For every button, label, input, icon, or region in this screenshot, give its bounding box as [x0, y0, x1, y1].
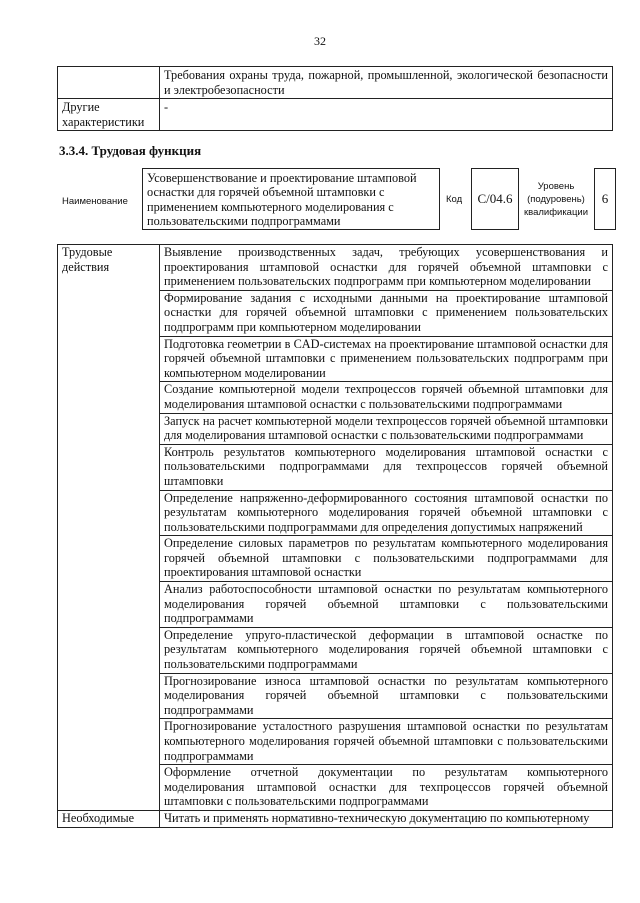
action-item: Контроль результатов компьютерного моделирования штамповой оснастки с пользовательскими подпрограммами для техпроцессов горячей объемной штамповки	[160, 444, 613, 490]
action-item: Формирование задания с исходными данными на проектирование штамповой оснастки для горячей объемной штамповки с применением пользовательских подпрограмм при компьютерном моделировании	[160, 290, 613, 336]
action-item: Оформление отчетной документации по результатам компьютерного моделирования штамповой оснастки для техпроцессов горячей объемной штамповки с пользовательскими подпрограммами	[160, 765, 613, 811]
row-text: Требования охраны труда, пожарной, промышленной, экологической безопасности и электробезопасности	[160, 67, 613, 99]
row-label	[58, 67, 160, 99]
action-item: Определение упруго-пластической деформации в штамповой оснастке по результатам компьютерного моделирования горячей объемной штамповки с пользовательскими подпрограммами	[160, 627, 613, 673]
row-text: -	[160, 99, 613, 131]
table-row	[58, 67, 613, 99]
skill-item: Читать и применять нормативно-техническую документацию по компьютерному	[160, 810, 613, 827]
code-label: Код	[446, 194, 463, 205]
action-item: Создание компьютерной модели техпроцессов горячей объемной штамповки для моделирования штамповой оснастки с пользовательскими подпрограммами	[160, 382, 613, 413]
name-label: Наименование	[62, 196, 128, 207]
characteristics-table	[57, 66, 613, 131]
level-value: 6	[601, 191, 609, 206]
page-number: 32	[314, 34, 326, 48]
row-label: Другие характеристики	[58, 99, 160, 131]
table-row	[58, 245, 613, 291]
function-name: Усовершенствование и проектирование штамповой оснастки для горячей объемной штамповки с применением компьютерного моделирования с пользовательскими подпрограммами	[147, 171, 417, 228]
action-item: Анализ работоспособности штамповой оснастки по результатам компьютерного моделирования горячей объемной штамповки с пользовательскими подпрограммами	[160, 582, 613, 628]
name-box	[142, 168, 440, 230]
action-item: Прогнозирование износа штамповой оснастки по результатам компьютерного моделирования горячей объемной штамповки с пользовательскими подпрограммами	[160, 673, 613, 719]
action-item: Подготовка геометрии в CAD-системах на проектирование штамповой оснастки для горячей объемной штамповки с применением пользовательских подпрограмм при компьютерном моделировании	[160, 336, 613, 382]
action-item: Прогнозирование усталостного разрушения штамповой оснастки по результатам компьютерного моделирования горячей объемной штамповки с пользовательскими подпрограммами	[160, 719, 613, 765]
table-row	[58, 810, 613, 827]
code-value: С/04.6	[477, 191, 513, 206]
section-heading: 3.3.4. Трудовая функция	[59, 143, 202, 158]
action-item: Запуск на расчет компьютерной модели техпроцессов горячей объемной штамповки для моделирования штамповой оснастки с пользовательскими подпрограммами	[160, 413, 613, 444]
actions-label: Трудовые действия	[58, 245, 160, 811]
labor-actions-table	[57, 244, 613, 828]
level-label: Уровень (подуровень) квалификации	[523, 181, 589, 218]
action-item: Определение силовых параметров по результатам компьютерного моделирования горячей объемной штамповки с пользовательскими подпрограммами для проектирования штамповой оснастки	[160, 536, 613, 582]
action-item: Определение напряженно-деформированного состояния штамповой оснастки по результатам компьютерного моделирования горячей объемной штамповки с пользовательскими подпрограммами для определения допустимых напряжений	[160, 490, 613, 536]
code-box	[471, 168, 519, 230]
level-box	[594, 168, 616, 230]
skills-label: Необходимые	[58, 810, 160, 827]
table-row	[58, 99, 613, 131]
action-item: Выявление производственных задач, требующих усовершенствования и проектирования штамповой оснастки для горячей объемной штамповки с применением пользовательских подпрограмм при компьютерном моделировании	[160, 245, 613, 291]
